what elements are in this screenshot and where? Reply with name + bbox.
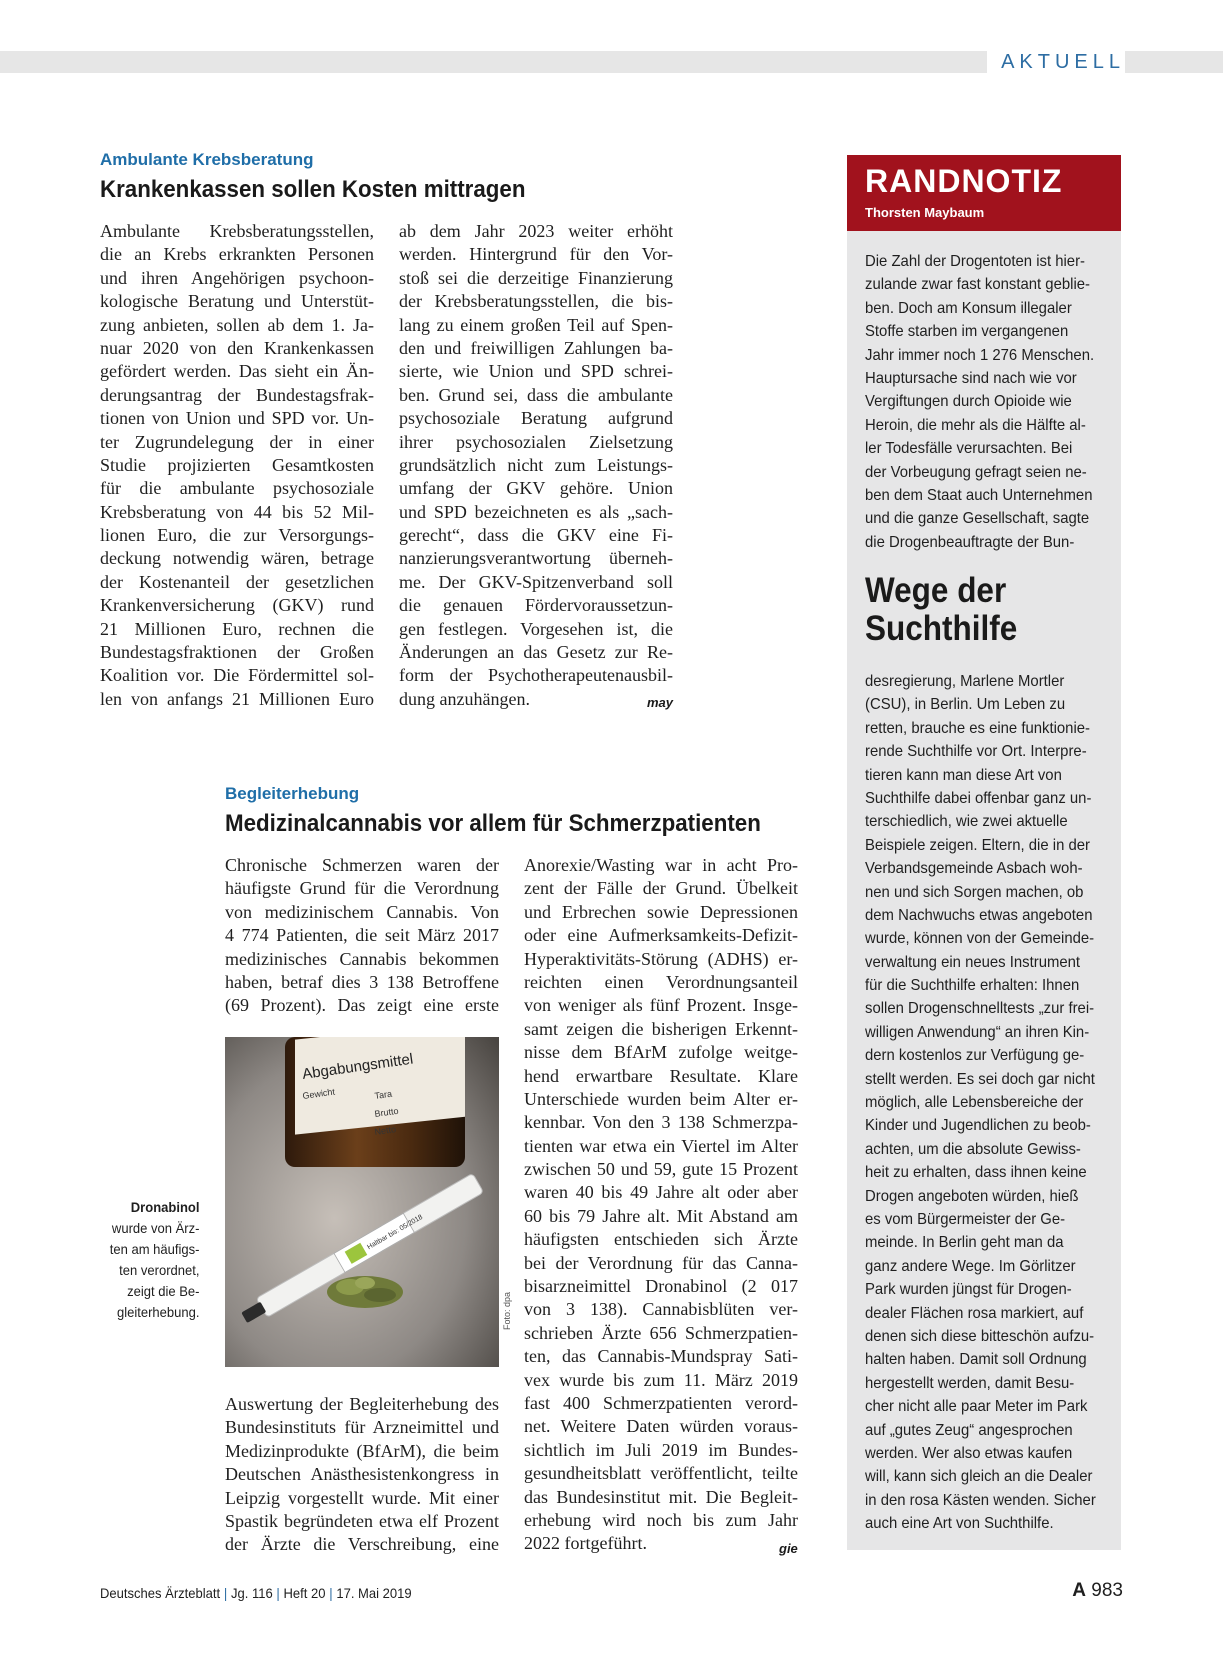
randnotiz-header — [847, 155, 1121, 231]
randnotiz-line: zulande zwar fast konstant geblie- — [865, 276, 1090, 294]
randnotiz-text-top — [865, 250, 1094, 554]
randnotiz-line: Suchthilfe dabei offenbar ganz un- — [865, 789, 1092, 807]
randnotiz-line: Verbandsgemeinde Asbach woh- — [865, 860, 1083, 878]
article1-line: Studie projizierten Gesamtkosten — [100, 454, 374, 475]
randnotiz-line: Park wurden jüngst für Drogen- — [865, 1281, 1072, 1299]
article2-line: samt zeigen die bisherigen Erkennt- — [524, 1018, 798, 1039]
article1-headline: Krankenkassen sollen Kosten mittragen — [100, 176, 526, 203]
article2-line: fast 400 Schmerzpatienten verord- — [524, 1392, 798, 1413]
article1-line: der Kostenanteil der gesetzlichen — [100, 571, 374, 592]
randnotiz-line: Kinder und Jugendlichen zu beob- — [865, 1117, 1091, 1135]
randnotiz-line: dem Nachwuchs etwas angeboten — [865, 906, 1093, 924]
article1-line: Ambulante Krebsberatungsstellen, — [100, 221, 374, 241]
randnotiz-line: heit zu erhalten, dass ihnen keine — [865, 1164, 1087, 1182]
randnotiz-headline-line: Wege der — [865, 571, 1007, 610]
randnotiz-line: und die ganze Gesellschaft, sagte — [865, 510, 1090, 528]
article2-line: Unterschiede wurden beim Alter er- — [524, 1088, 798, 1109]
randnotiz-line: halten haben. Damit soll Ordnung — [865, 1351, 1087, 1369]
article2-line: häufigsten entschieden sich Ärzte — [524, 1229, 798, 1250]
article1-line: psychosoziale Beratung aufgrund — [399, 408, 673, 429]
article1-kicker: Ambulante Krebsberatung — [100, 150, 314, 169]
article2-line: hend erwartbare Resultate. Klare — [524, 1065, 798, 1086]
randnotiz-line: dern kostenlos zur Verfügung ge- — [865, 1047, 1085, 1065]
article1-line: lang zu einem großen Teil auf Spen- — [399, 314, 673, 335]
article2-line: (69 Prozent). Das zeigt eine erste — [225, 995, 499, 1016]
article2-line: Auswertung der Begleiterhebung des — [225, 1394, 499, 1414]
article2-line: net. Weitere Daten würden voraus- — [524, 1416, 798, 1437]
article2-signature: gie — [779, 1541, 798, 1556]
page-number — [1072, 1580, 1123, 1602]
article1-line: kologische Beratung und Unterstüt- — [100, 291, 374, 312]
article1-line: sierte, wie Union und SPD schrei- — [399, 361, 673, 382]
randnotiz-line: Beispiele zeigen. Eltern, die in der — [865, 836, 1090, 854]
article1-line: ben. Grund sei, dass die ambulante — [399, 384, 673, 405]
article1-line: 21 Millionen Euro, rechnen die — [100, 618, 374, 639]
photo-illustration — [225, 1037, 499, 1367]
article1-line: Koalition vor. Die Fördermittel sol- — [100, 665, 374, 686]
randnotiz-headline — [865, 572, 1017, 648]
article2-line: und Erbrechen sowie Depressionen — [524, 901, 798, 922]
article2-line: medizinisches Cannabis bekommen — [225, 948, 499, 969]
caption-line: ten verordnet, — [118, 1262, 199, 1278]
article1-line: me. Der GKV-Spitzenverband soll — [399, 571, 673, 592]
article1-line: ihrer psychosozialen Zielsetzung — [399, 431, 673, 452]
article2-line: Spastik begründeten etwa elf Prozent — [225, 1510, 499, 1531]
article2-line: Chronische Schmerzen waren der — [225, 855, 499, 875]
bottle-field-1: Gewicht — [301, 1086, 336, 1101]
article2-line: reichten einen Verordnungsanteil — [524, 971, 798, 992]
article2-line: zwischen 50 und 59, gute 15 Prozent — [524, 1159, 798, 1180]
article1-line: lionen Euro, die zur Versorgungs- — [100, 525, 374, 546]
randnotiz-line: in den rosa Kästen wenden. Sicher — [865, 1491, 1096, 1509]
cannabis-photo — [225, 1037, 499, 1367]
article1-line: grundsätzlich nicht zum Leistungs- — [399, 454, 673, 475]
randnotiz-line: es vom Bürgermeister der Ge- — [865, 1210, 1066, 1228]
article2-line: haben, betraf dies 3 138 Betroffene — [225, 971, 499, 992]
page-number-value: 983 — [1091, 1580, 1123, 1601]
randnotiz-line: Vergiftungen durch Opioide wie — [865, 393, 1072, 411]
article1-line: ab dem Jahr 2023 weiter erhöht — [399, 221, 673, 241]
article1-line: dung anzuhängen. — [399, 688, 530, 709]
photo-credit: Foto: dpa — [502, 1291, 512, 1330]
article2-line: oder eine Aufmerksamkeits-Defizit- — [524, 925, 798, 946]
article2-line: Bundesinstituts für Arzneimittel und — [225, 1417, 499, 1438]
cannabis-pile — [327, 1276, 403, 1308]
article1-line: nanzierungsverantwortung überneh- — [399, 548, 673, 569]
bottle-field-3: Brutto — [373, 1105, 400, 1119]
article2-line: das Bundesinstitut mit. Die Begleit- — [524, 1486, 798, 1507]
article2-line: häufigste Grund für die Verordnung — [225, 878, 499, 899]
photo-caption — [109, 1197, 199, 1323]
article1-column-1 — [100, 220, 374, 711]
article1-line: die genauen Fördervoraussetzun- — [399, 595, 673, 616]
article2-line: zent der Fälle der Grund. Übelkeit — [524, 878, 798, 899]
randnotiz-line: terschiedlich, wie zwei aktuelle — [865, 813, 1068, 831]
randnotiz-line: verwaltung ein neues Instrument — [865, 953, 1081, 971]
article2-line: nisse dem BfArM zufolge weitge- — [524, 1042, 798, 1063]
randnotiz-line: Hauptursache sind nach wie vor — [865, 369, 1077, 387]
caption-line: gleiterhebung. — [116, 1304, 199, 1320]
randnotiz-line: cher nicht alle paar Meter im Park — [865, 1398, 1088, 1416]
article2-line: Deutschen Anästhesistenkongress in — [225, 1464, 499, 1485]
randnotiz-line: ganz andere Wege. Im Görlitzer — [865, 1257, 1076, 1275]
article2-line: Leipzig vorgestellt wurde. Mit einer — [225, 1487, 499, 1508]
randnotiz-line: der Vorbeugung gefragt seien ne- — [865, 463, 1087, 481]
article2-line: bisarzneimittel Dronabinol (2 017 — [524, 1276, 798, 1297]
randnotiz-line: für die Suchthilfe erhalten: Ihnen — [865, 977, 1080, 995]
article1-line: len von anfangs 21 Millionen Euro — [100, 688, 374, 709]
randnotiz-line: will, kann sich gleich an die Dealer — [865, 1468, 1093, 1486]
randnotiz-line: wurde, können von der Gemeinde- — [865, 930, 1095, 948]
article2-line: vex wurde bis zum 11. März 2019 — [524, 1369, 798, 1390]
article2-line: ten, das Cannabis-Mundspray Sati- — [524, 1346, 798, 1367]
article1-line: werden. Hintergrund für den Vor- — [399, 244, 673, 265]
article2-line: 2022 fortgeführt. — [524, 1533, 647, 1554]
article2-column-1-top — [225, 854, 499, 1018]
randnotiz-line: Drogen angeboten würden, hieß — [865, 1187, 1079, 1205]
randnotiz-line: willigen Anwendung“ an ihren Kin- — [865, 1023, 1090, 1041]
randnotiz-line: denen sich diese bitteschön aufzu- — [865, 1327, 1095, 1345]
article2-column-2 — [524, 854, 798, 1556]
article1-line: zung anbieten, sollen ab dem 1. Ja- — [100, 314, 374, 335]
article1-line: tionen von Union und SPD vor. Un- — [100, 408, 374, 429]
article2-line: von weniger als fünf Prozent. Insge- — [524, 995, 798, 1016]
article1-line: den und freiwilligen Zahlungen ba- — [399, 337, 673, 358]
article1-line: Krankenversicherung (GKV) rund — [100, 595, 374, 616]
article2-column-1-bottom — [225, 1393, 499, 1557]
article1-line: Krebsberatung von 44 bis 52 Mil- — [100, 501, 374, 522]
article1-signature: may — [647, 695, 674, 710]
randnotiz-line: auch eine Art von Suchthilfe. — [865, 1515, 1054, 1533]
article2-line: bei der Verordnung für das Canna- — [524, 1252, 798, 1273]
randnotiz-line: (CSU), in Berlin. Um Leben zu — [865, 696, 1066, 714]
footer-citation — [100, 1585, 412, 1601]
article1-line: der Krebsberatungsstellen, die bis- — [399, 291, 673, 312]
randnotiz-line: Die Zahl der Drogentoten ist hier- — [865, 253, 1086, 270]
caption-line: ten am häufigs- — [109, 1241, 199, 1257]
randnotiz-line: rende Suchthilfe vor Ort. Interpre- — [865, 743, 1087, 761]
randnotiz-author: Thorsten Maybaum — [865, 205, 985, 220]
article2-line: Medizinprodukte (BfArM), die beim — [225, 1440, 499, 1461]
syringe-label: Haltbar bis: 05/2018 — [366, 1213, 424, 1252]
caption-line: wurde von Ärz- — [111, 1220, 199, 1236]
caption-line: zeigt die Be- — [126, 1283, 199, 1299]
article1-column-2 — [399, 220, 673, 711]
article2-line: der Ärzte die Verschreibung, eine — [225, 1534, 499, 1555]
article1-line: für die ambulante psychosoziale — [100, 478, 374, 499]
article2-line: kennbar. Von den 3 138 Schmerzpa- — [524, 1112, 798, 1133]
randnotiz-line: stellt werden. Es sei doch gar nicht — [865, 1070, 1095, 1088]
randnotiz-line: achten, um die absolute Gewiss- — [865, 1140, 1081, 1158]
bottle-field-2: Tara — [373, 1088, 393, 1101]
article1-line: Änderungen an das Gesetz zur Re- — [399, 642, 673, 663]
footer-separator: | — [276, 1585, 280, 1601]
randnotiz-line: Stoffe starben im vergangenen — [865, 323, 1069, 341]
article1-line: ter Zugrundelegung der in einer — [100, 431, 374, 452]
randnotiz-line: Heroin, die mehr als die Hälfte al- — [865, 416, 1086, 434]
article1-line: gerecht“, dass die GKV eine Fi- — [399, 525, 673, 546]
article1-line: und ihren Angehörigen psychoon- — [100, 267, 374, 288]
article1-line: gefördert werden. Das sieht ein Än- — [100, 361, 374, 382]
randnotiz-label: RANDNOTIZ — [865, 163, 1063, 199]
randnotiz-line: ler Todesfälle verursachten. Bei — [865, 440, 1073, 458]
article1-line: nuar 2020 von den Krankenkassen — [100, 337, 374, 358]
randnotiz-line: auf „gutes Zeug“ angesprochen — [865, 1421, 1073, 1439]
section-label: AKTUELL — [987, 49, 1125, 75]
article1-line: Bundestagsfraktionen der Großen — [100, 642, 374, 663]
randnotiz-line: hergestellt werden, damit Besu- — [865, 1374, 1075, 1392]
article2-line: waren 40 bis 49 Jahre alt oder aber — [524, 1182, 798, 1203]
article2-line: 4 774 Patienten, die seit März 2017 — [225, 925, 499, 946]
article2-line: erhebung wird noch bis zum Jahr — [524, 1509, 798, 1530]
randnotiz-line: die Drogenbeauftragte der Bun- — [865, 533, 1075, 551]
footer-journal: Deutsches Ärzteblatt — [100, 1585, 221, 1601]
randnotiz-line: desregierung, Marlene Mortler — [865, 673, 1065, 690]
article2-line: sichtlich im Juli 2019 im Bundes- — [524, 1439, 798, 1460]
footer-date: 17. Mai 2019 — [336, 1585, 412, 1601]
article2-line: tienten war etwa ein Viertel im Alter — [524, 1135, 798, 1156]
article2-line: Hyperaktivitäts-Störung (ADHS) er- — [524, 948, 798, 969]
bottle-field-4: Netto — [373, 1124, 397, 1137]
article1-line: deckung notwendig wären, betrage — [100, 548, 374, 569]
article1-line: die an Krebs erkrankten Personen — [100, 244, 374, 265]
randnotiz-line: tieren kann man diese Art von — [865, 766, 1062, 784]
footer-separator: | — [223, 1585, 228, 1601]
article2-line: Anorexie/Wasting war in acht Pro- — [524, 855, 798, 875]
randnotiz-line: ben dem Staat auch Unternehmen — [865, 486, 1093, 504]
randnotiz-line: ben. Doch am Konsum illegaler — [865, 299, 1072, 317]
article2-line: von medizinischem Cannabis. Von — [225, 901, 499, 922]
randnotiz-text-bottom — [865, 670, 1096, 1535]
caption-title: Dronabinol — [130, 1199, 199, 1215]
page-prefix: A — [1072, 1580, 1087, 1601]
article1-line: form der Psychotherapeutenausbil- — [399, 665, 673, 686]
article1-line: und SPD bezeichneten es als „sach- — [399, 501, 673, 522]
footer-separator: | — [329, 1585, 333, 1601]
randnotiz-headline-line: Suchthilfe — [865, 609, 1018, 648]
footer-issue: Heft 20 — [283, 1585, 326, 1601]
article1-line: umfang der GKV gehöre. Union — [399, 478, 673, 499]
article1-line: gen festlegen. Vorgesehen ist, die — [399, 618, 673, 639]
bottle-label-text: Abgabungsmittel — [301, 1050, 415, 1083]
randnotiz-line: möglich, alle Lebensbereiche der — [865, 1094, 1084, 1112]
randnotiz-line: nen und sich Sorgen machen, ob — [865, 883, 1084, 901]
article2-line: von 3 138). Cannabisblüten ver- — [524, 1299, 798, 1320]
randnotiz-line: werden. Wer also etwas kaufen — [865, 1444, 1073, 1462]
randnotiz-line: sollen Drogenschnelltests „zur frei- — [865, 1000, 1095, 1018]
article1-line: stoß sei die derzeitige Finanzierung — [399, 267, 673, 288]
article2-line: schrieben Ärzte 656 Schmerzpatien- — [524, 1322, 798, 1343]
randnotiz-line: Jahr immer noch 1 276 Menschen. — [865, 346, 1095, 364]
randnotiz-line: dealer Flächen rosa markiert, auf — [865, 1304, 1084, 1322]
article2-line: 60 bis 79 Jahre alt. Mit Abstand am — [524, 1205, 798, 1226]
article2-headline: Medizinalcannabis vor allem für Schmerzpatienten — [225, 810, 761, 837]
randnotiz-line: retten, brauche es eine funktionie- — [865, 719, 1091, 737]
article1-line: derungsantrag der Bundestagsfrak- — [100, 384, 374, 405]
article2-line: gesundheitsblatt veröffentlicht, teilte — [524, 1463, 798, 1484]
randnotiz-line: meinde. In Berlin geht man da — [865, 1234, 1064, 1252]
footer-volume: Jg. 116 — [230, 1585, 273, 1601]
article2-kicker: Begleiterhebung — [225, 784, 360, 803]
